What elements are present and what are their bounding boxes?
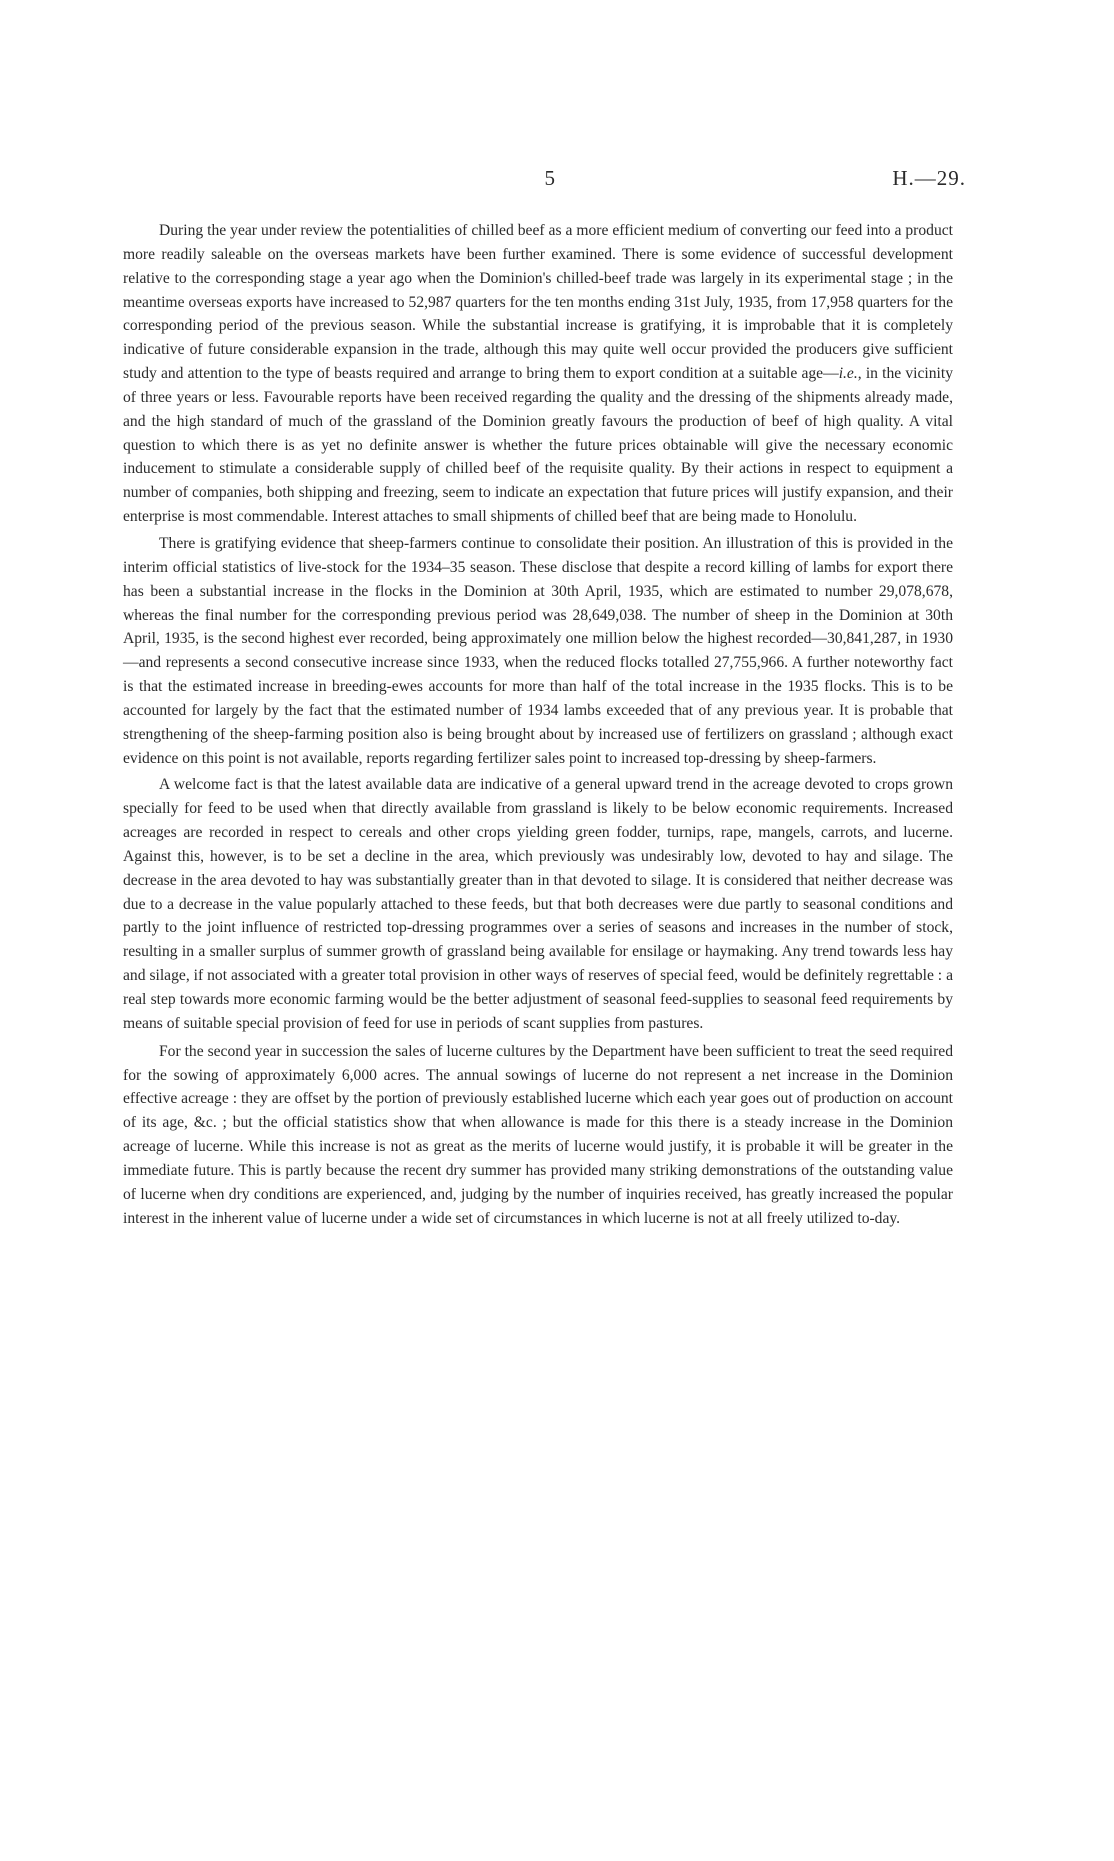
paragraph-chilled-beef <box>123 219 953 529</box>
document-body <box>123 219 953 1234</box>
paragraph-sheep-farmers: There is gratifying evidence that sheep-farmers continue to consolidate their position. An illustration of this is provided in the interim official statistics of live-stock for the 1934–35 season. These disclose that despite a record killing of lambs for export there has been a substantial increase in the flocks in the Dominion at 30th April, 1935, which are estimated to number 29,078,678, whereas the final number for the corresponding previous period was 28,649,038. The number of sheep in the Dominion at 30th April, 1935, is the second highest ever recorded, being approximately one million below the highest recorded—30,841,287, in 1930—and represents a second consecutive increase since 1933, when the reduced flocks totalled 27,755,966. A further noteworthy fact is that the estimated increase in breeding-ewes accounts for more than half of the total increase in the 1935 flocks. This is to be accounted for largely by the fact that the estimated number of 1934 lambs exceeded that of any previous year. It is probable that strengthening of the sheep-farming position also is being brought about by increased use of fertilizers on grassland ; although exact evidence on this point is not available, reports regarding fertilizer sales point to increased top-dressing by sheep-farmers. <box>123 534 953 767</box>
paragraph-italic-text: i.e. <box>838 365 858 383</box>
page-number: 5 <box>544 166 556 190</box>
paragraph-feed-crops: A welcome fact is that the latest available data are indicative of a general upward trend in the acreage devoted to crops grown specially for feed to be used when that directly available from grassland is likely to be below economic requirements. Increased acreages are recorded in respect to cereals and other crops yielding green fodder, turnips, rape, mangels, carrots, and lucerne. Against this, however, is to be set a decline in the area, which previously was undesirably low, devoted to hay and silage. The decrease in the area devoted to hay was substantially greater than in that devoted to silage. It is considered that neither decrease was due to a decrease in the value popularly attached to these feeds, but that both decreases were due partly to seasonal conditions and partly to the joint influence of restricted top-dressing programmes over a series of seasons and increases in the number of stock, resulting in a smaller surplus of summer growth of grassland being available for ensilage or haymaking. Any trend towards less hay and silage, if not associated with a greater total provision in other ways of reserves of special feed, would be definitely regrettable : a real step towards more economic farming would be the better adjustment of seasonal feed-supplies to seasonal feed requirements by means of suitable special provision of feed for use in periods of scant supplies from pastures. <box>123 776 953 1032</box>
paragraph-text: , in the vicinity of three years or less. Favourable reports have been received regarding the quality and the dressing of the shipments already made, and the high standard of much of the grassland of the Dominion greatly favours the production of beef of high quality. A vital question to which there is as yet no definite answer is whether the future prices obtainable will give the necessary economic inducement to stimulate a considerable supply of chilled beef of the requisite quality. By their actions in respect to equipment a number of companies, both shipping and freezing, seem to indicate an expectation that future prices will justify expansion, and their enterprise is most commendable. Interest attaches to small shipments of chilled beef that are being made to Honolulu. <box>123 365 953 526</box>
paragraph-lucerne: For the second year in succession the sales of lucerne cultures by the Department have been sufficient to treat the seed required for the sowing of approximately 6,000 acres. The annual sowings of lucerne do not represent a net increase in the Dominion effective acreage : they are offset by the portion of previously established lucerne which each year goes out of production on account of its age, &c. ; but the official statistics show that when allowance is made for this there is a steady increase in the Dominion acreage of lucerne. While this increase is not as great as the merits of lucerne would justify, it is probable it will be greater in the immediate future. This is partly because the recent dry summer has provided many striking demonstrations of the outstanding value of lucerne when dry conditions are experienced, and, judging by the number of inquiries received, has greatly increased the popular interest in the inherent value of lucerne under a wide set of circumstances in which lucerne is not at all freely utilized to-day. <box>123 1042 953 1227</box>
paragraph-text: During the year under review the potentialities of chilled beef as a more efficient medium of converting our feed into a product more readily saleable on the overseas markets have been further examined. There is some evidence of successful development relative to the corresponding stage a year ago when the Dominion's chilled-beef trade was largely in its experimental stage ; in the meantime overseas exports have increased to 52,987 quarters for the ten months ending 31st July, 1935, from 17,958 quarters for the corresponding period of the previous season. While the substantial increase is gratifying, it is improbable that it is completely indicative of future considerable expansion in the trade, although this may quite well occur provided the producers give sufficient study and attention to the type of beasts required and arrange to bring them to export condition at a suitable age— <box>123 222 953 383</box>
document-reference: H.—29. <box>892 166 966 190</box>
